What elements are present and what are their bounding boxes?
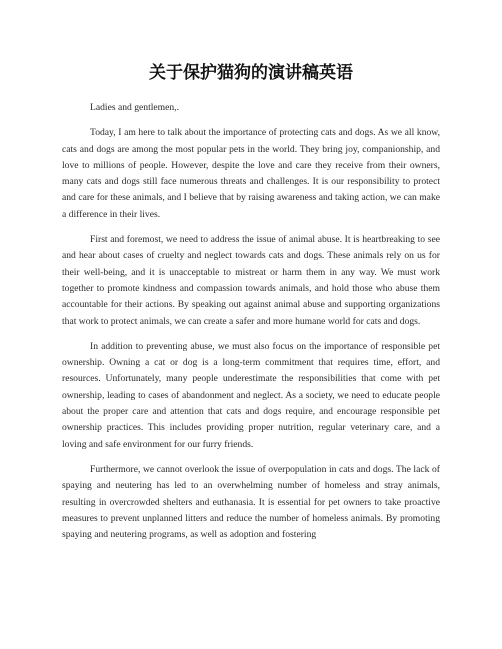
paragraph-animal-abuse: First and foremost, we need to address the issue of animal abuse. It is heartbreaking to see and hear about cases of cruelty and neglect towards cats and dogs. These animals rely on us for their well-being, and it is unacceptable to mistreat or harm them in any way. We must work together to promote kindness and compassion towards animals, and hold those who abuse them accountable for their actions. By speaking out against animal abuse and supporting organizations that work to protect animals, we can create a safer and more humane world for cats and dogs. — [62, 234, 440, 327]
paragraph-greeting: Ladies and gentlemen,. — [90, 102, 179, 113]
paragraph-overpopulation: Furthermore, we cannot overlook the issue of overpopulation in cats and dogs. The lack of spaying and neutering has led to an overwhelming number of homeless and stray animals, resulting in overcrowded shelters and euthanasia. It is essential for pet owners to take proactive measures to prevent unplanned litters and reduce the number of homeless animals. By promoting spaying and neutering programs, as well as adoption and fostering — [62, 463, 440, 541]
paragraph-introduction: Today, I am here to talk about the importance of protecting cats and dogs. As we all know, cats and dogs are among the most popular pets in the world. They bring joy, companionship, and love to millions of people. However, despite the love and care they receive from their owners, many cats and dogs still face numerous threats and challenges. It is our responsibility to protect and care for these animals, and I believe that by raising awareness and taking action, we can make a difference in their lives. — [62, 127, 440, 220]
document-body — [62, 100, 440, 552]
paragraph-responsible-ownership: In addition to preventing abuse, we must also focus on the importance of responsible pet ownership. Owning a cat or dog is a long-term commitment that requires time, effort, and resources. Unfortunately, many people underestimate the responsibilities that come with pet ownership, leading to cases of abandonment and neglect. As a society, we need to educate people about the proper care and attention that cats and dogs require, and encourage responsible pet ownership practices. This includes providing proper nutrition, regular veterinary care, and a loving and safe environment for our furry friends. — [62, 340, 440, 450]
document-title: 关于保护猫狗的演讲稿英语 — [149, 63, 353, 83]
